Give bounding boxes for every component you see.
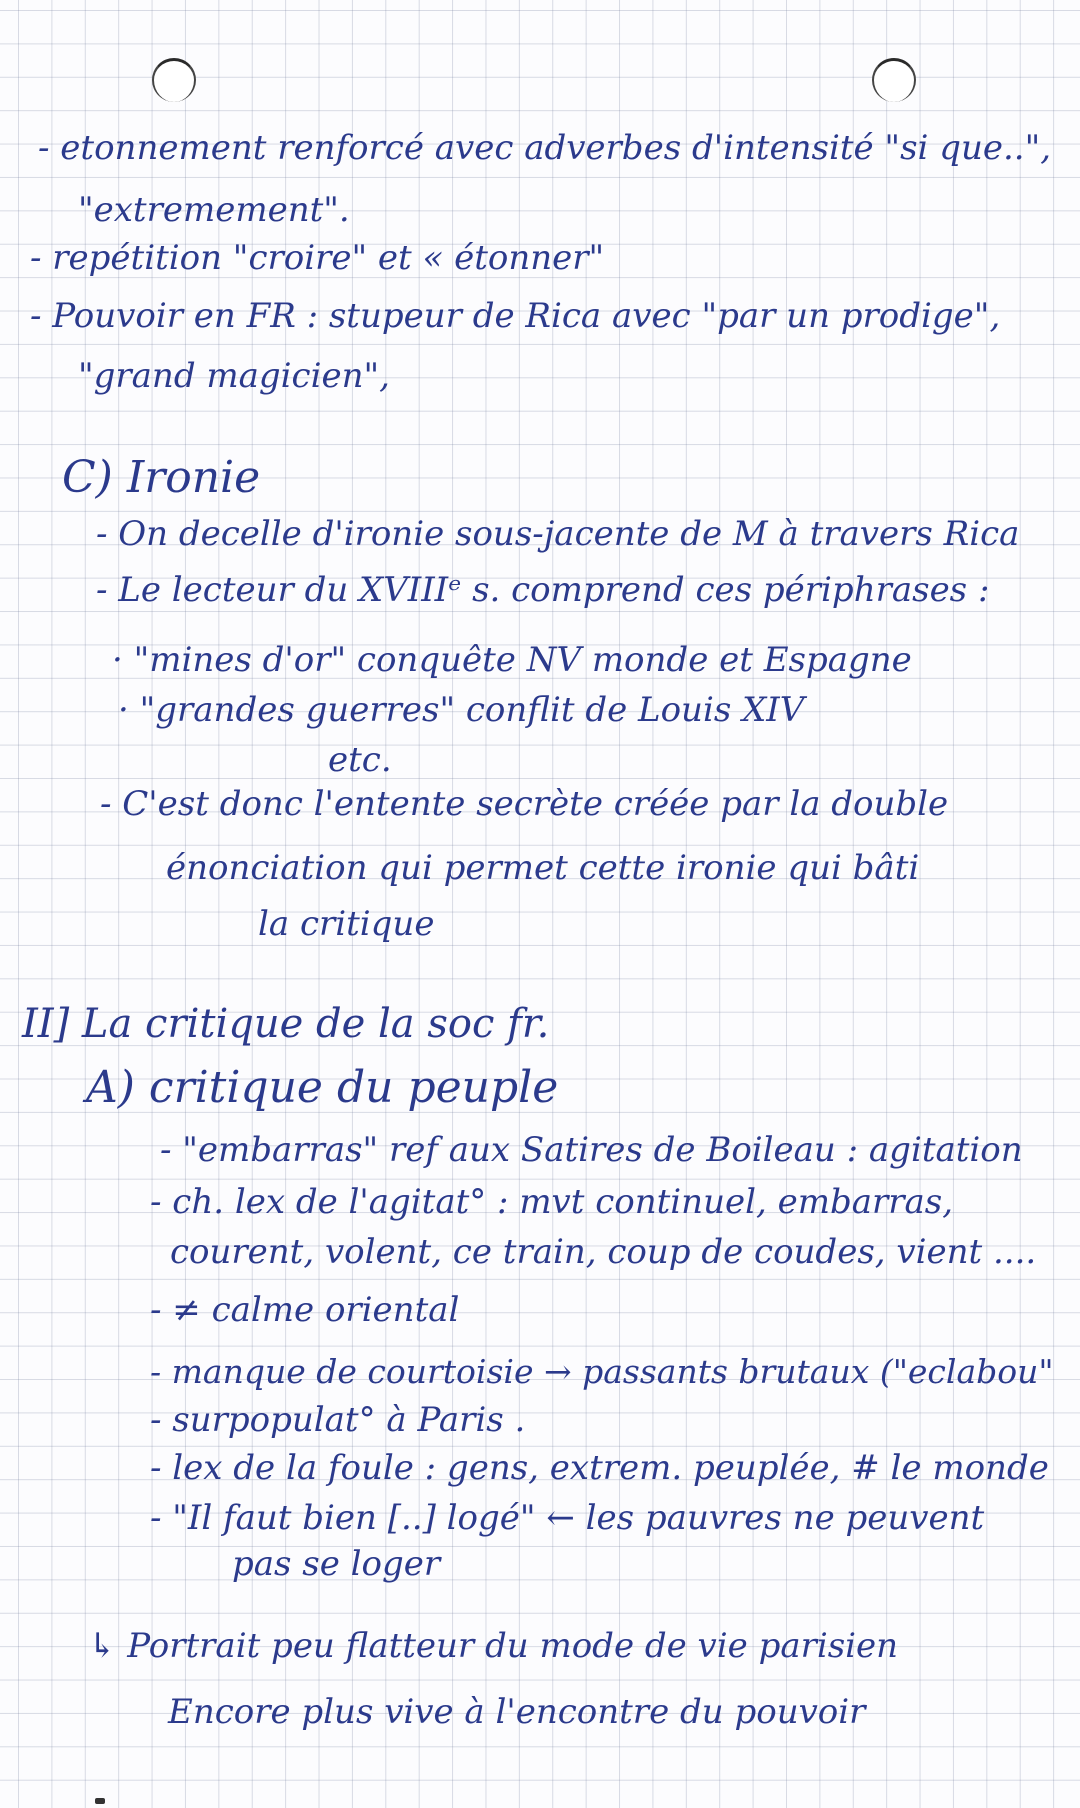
pen-mark <box>95 1798 105 1804</box>
note-line: - C'est donc l'entente secrète créée par la double <box>100 784 949 824</box>
part-heading: II] La critique de la soc fr. <box>22 1001 550 1047</box>
note-line: - repétition "croire" et « étonner" <box>30 238 605 278</box>
section-heading: C) Ironie <box>62 452 261 503</box>
note-line: - surpopulat° à Paris . <box>150 1400 526 1440</box>
note-line: - lex de la foule : gens, extrem. peuplée, # le monde <box>150 1448 1049 1488</box>
note-line: Encore plus vive à l'encontre du pouvoir <box>168 1692 866 1732</box>
note-line: "extremement". <box>78 190 350 230</box>
note-line: - etonnement renforcé avec adverbes d'intensité "si que..", <box>38 128 1052 168</box>
binder-hole-right <box>872 58 916 102</box>
note-line: etc. <box>328 740 392 780</box>
note-line: pas se loger <box>232 1544 441 1584</box>
note-line: courent, volent, ce train, coup de coudes, vient .... <box>170 1232 1037 1272</box>
note-line: - ≠ calme oriental <box>150 1290 460 1330</box>
note-line: - Le lecteur du XVIIIᵉ s. comprend ces périphrases : <box>96 570 990 610</box>
note-line: "grand magicien", <box>78 356 390 396</box>
note-line: - On decelle d'ironie sous-jacente de M à travers Rica <box>96 514 1020 554</box>
note-line: - "Il faut bien [..] logé" ← les pauvres ne peuvent <box>150 1498 985 1538</box>
note-line: - Pouvoir en FR : stupeur de Rica avec "par un prodige", <box>30 296 1001 336</box>
note-line: · "mines d'or" conquête NV monde et Espagne <box>112 640 912 680</box>
note-line: la critique <box>258 904 435 944</box>
note-line: - manque de courtoisie → passants brutaux ("eclabou" <box>150 1352 1054 1391</box>
note-line: · "grandes guerres" conflit de Louis XIV <box>118 690 805 730</box>
binder-hole-left <box>152 58 196 102</box>
note-line: - "embarras" ref aux Satires de Boileau : agitation <box>160 1130 1023 1170</box>
conclusion-line: ↳ Portrait peu flatteur du mode de vie parisien <box>88 1626 899 1666</box>
section-heading: A) critique du peuple <box>86 1062 559 1113</box>
note-line: énonciation qui permet cette ironie qui bâti <box>166 848 920 888</box>
note-line: - ch. lex de l'agitat° : mvt continuel, embarras, <box>150 1182 954 1222</box>
